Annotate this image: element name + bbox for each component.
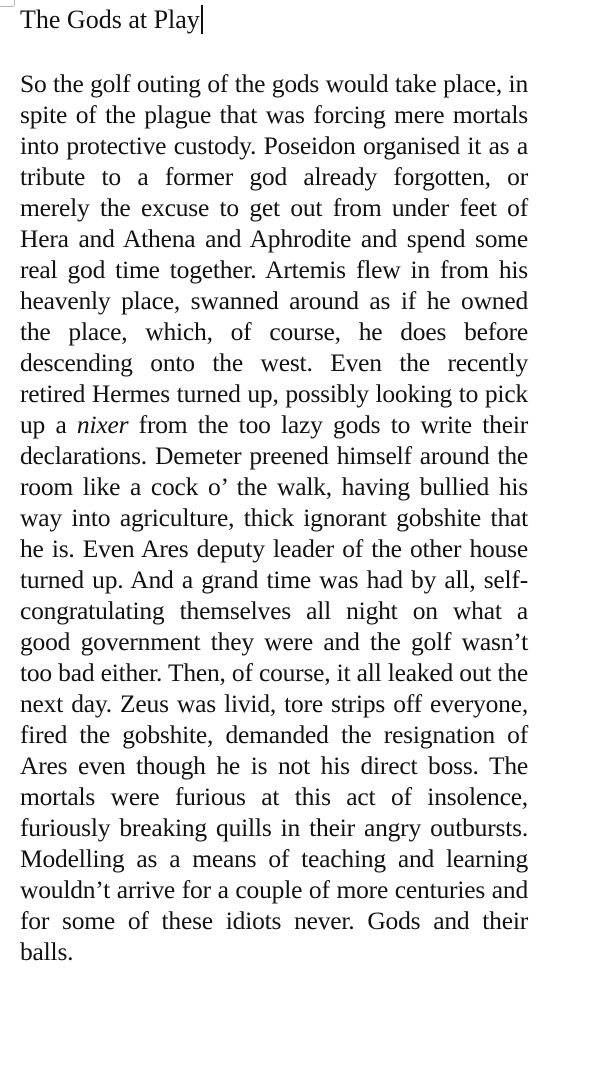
paragraph-text-part-2: from the too lazy gods to write their declarations. Demeter preened himself around the room like a cock o’ the walk, having bullied his way into agriculture, thick ignorant gobshite that he is. Even Ares deputy leader of the other house turned up. And a grand time was had by all, self-congratulating themselves all night on what a good government they were and the golf wasn’t too bad either. Then, of course, it all leaked out the next day. Zeus was livid, tore strips off everyone, fired the gobshite, demanded the resignation of Ares even though he is not his direct boss. The mortals were furious at this act of insolence, furiously breaking quills in their angry outbursts. Modelling as a means of teaching and learning wouldn’t arrive for a couple of more centuries and for some of these idiots never. Gods and their balls. <box>20 410 528 966</box>
italic-word: nixer <box>76 410 129 439</box>
text-cursor <box>201 5 203 34</box>
paragraph-text-part-1: So the golf outing of the gods would take place, in spite of the plague that was forcing mere mortals into protective custody. Poseidon organised it as a tribute to a former god already forgotten, or merely the excuse to get out from under feet of Hera and Athena and Aphrodite and spend some real god time together. Artemis flew in from his heavenly place, swanned around as if he owned the place, which, of course, he does before descending onto the west. Even the recently retired Hermes turned up, possibly looking to pick up a <box>20 69 528 439</box>
document-title-text: The Gods at Play <box>20 5 200 34</box>
document-title[interactable] <box>20 3 203 37</box>
page-corner-mark <box>0 0 15 7</box>
document-body-paragraph[interactable] <box>20 68 528 967</box>
